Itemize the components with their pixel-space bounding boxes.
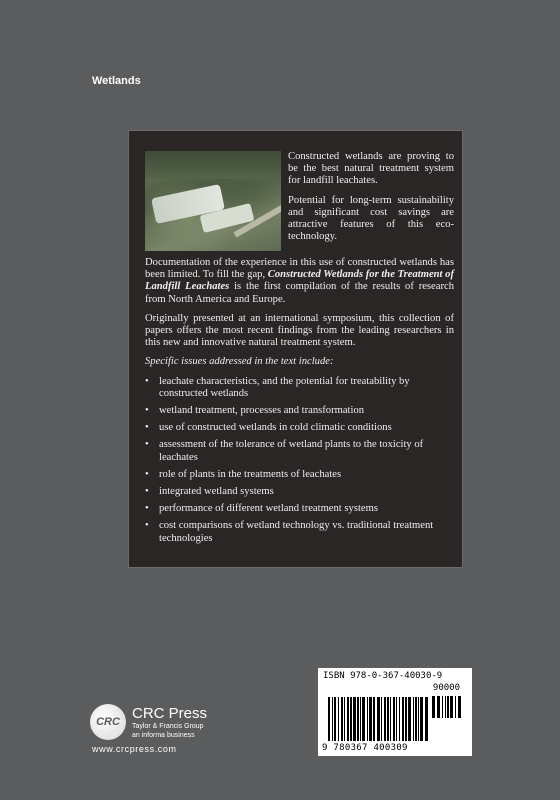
documentation-paragraph: Documentation of the experience in this use of constructed wetlands has been limited. To fill the gap, Constructed Wetlands for the Treatment of Landfill Leachates is the first compilation of the results of research from North America and Europe.	[145, 257, 454, 305]
price-code: 90000	[432, 683, 460, 693]
body-text	[145, 257, 454, 550]
crc-logo-icon: CRC	[90, 704, 126, 740]
publisher-group: Taylor & Francis Group	[132, 723, 204, 730]
barcode-digits: 9 780367 400309	[322, 743, 408, 753]
barcode	[318, 668, 472, 756]
list-item: • wetland treatment, processes and transformation	[145, 405, 365, 417]
book-title: Constructed Wetlands for the Treatment of Landfill Leachates	[145, 269, 454, 293]
intro-paragraph-1: Constructed wetlands are proving to be the best natural treatment system for landfill leachates.	[288, 151, 454, 187]
list-item: • leachate characteristics, and the potential for treatability by constructed wetlands	[145, 375, 410, 399]
list-item: • integrated wetland systems	[145, 486, 274, 498]
description-panel	[128, 130, 463, 568]
issues-list	[145, 376, 454, 545]
publisher-tagline: an informa business	[132, 732, 195, 739]
list-item: • cost comparisons of wetland technology vs. traditional treatment technologies	[145, 520, 434, 544]
publisher-url: www.crcpress.com	[92, 744, 177, 754]
isbn-text: ISBN 978-0-367-40030-9	[323, 671, 443, 681]
symposium-paragraph: Originally presented at an international symposium, this collection of papers offers the most recent findings from the leading researchers in this new and innovative natural treatment system.	[145, 312, 454, 349]
list-item: • assessment of the tolerance of wetland plants to the toxicity of leachates	[145, 439, 424, 463]
intro-text	[288, 151, 454, 250]
intro-paragraph-2: Potential for long-term sustainability and significant cost savings are attractive features of this eco-technology.	[288, 194, 454, 243]
issues-heading: Specific issues addressed in the text include:	[145, 356, 334, 368]
wetland-photo	[145, 151, 281, 251]
list-item: • role of plants in the treatments of leachates	[145, 468, 342, 480]
barcode-bars-icon	[328, 697, 428, 741]
publisher-brand	[132, 706, 207, 740]
publisher-name: CRC Press	[132, 705, 208, 722]
category-label: Wetlands	[92, 75, 141, 87]
barcode-addon-bars-icon	[432, 696, 462, 718]
list-item: • use of constructed wetlands in cold climatic conditions	[145, 422, 392, 434]
list-item: • performance of different wetland treatment systems	[145, 503, 378, 515]
